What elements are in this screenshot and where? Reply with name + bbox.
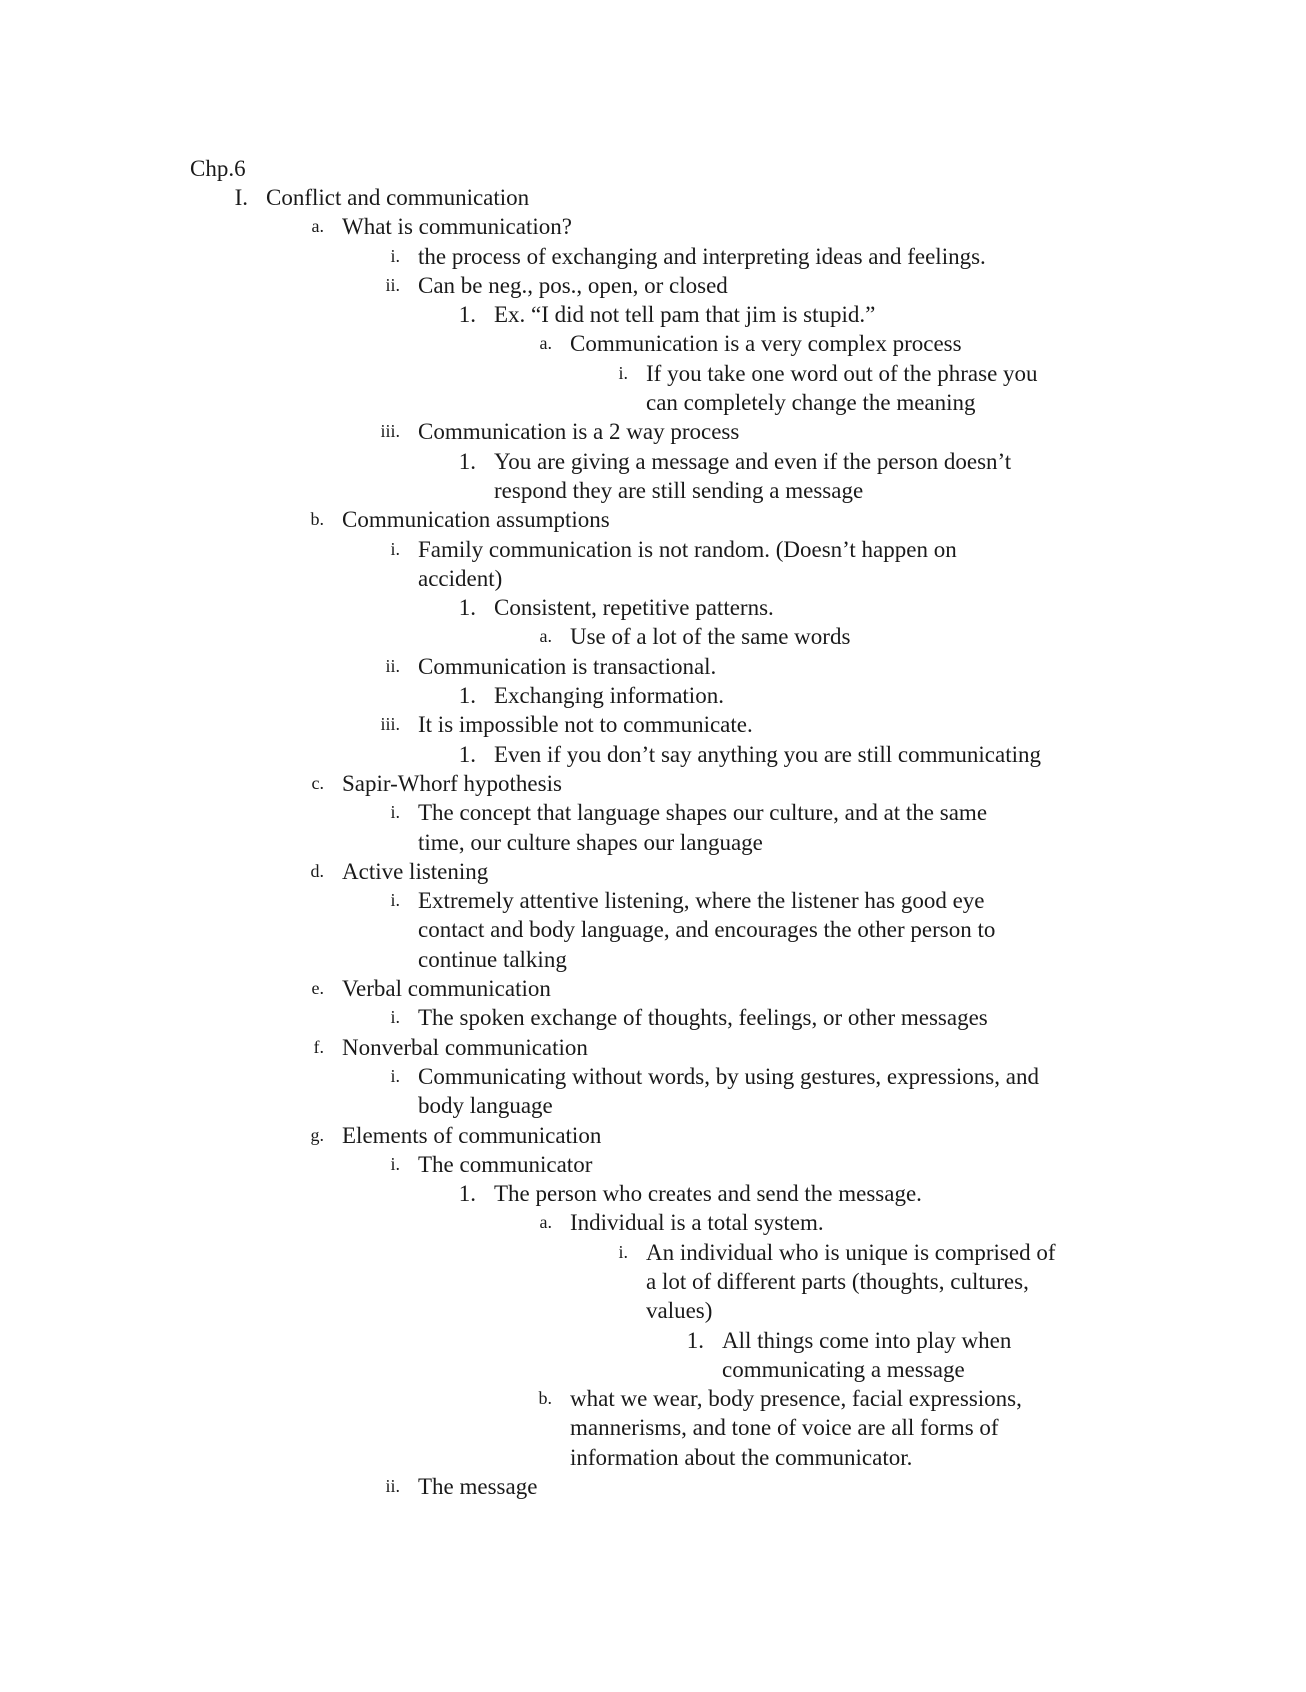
- outline-text-line: Communicating without words, by using gestures, expressions, and: [418, 1063, 1039, 1089]
- outline-item: [0, 1062, 1306, 1121]
- outline-text-line: Verbal communication: [342, 976, 551, 1002]
- outline-marker: I.: [234, 185, 248, 210]
- outline-text: [418, 1003, 988, 1032]
- outline-text-line: Active listening: [342, 858, 489, 884]
- outline-text-line: Use of a lot of the same words: [570, 624, 851, 650]
- outline-item: [0, 974, 1306, 1003]
- outline-text: [570, 329, 962, 358]
- outline-text-line: The message: [418, 1474, 538, 1500]
- outline-marker: i.: [390, 802, 400, 823]
- outline-text: [418, 1472, 537, 1501]
- outline-item: [0, 212, 1306, 241]
- outline-text: [342, 857, 488, 886]
- outline-item: [0, 1179, 1306, 1208]
- outline-text-line: Family communication is not random. (Doesn’t happen on: [418, 536, 957, 562]
- outline-text-line: You are giving a message and even if the person doesn’t: [494, 448, 1012, 474]
- outline-text-line: the process of exchanging and interpreting ideas and feelings.: [418, 243, 986, 269]
- outline-marker: a.: [539, 626, 552, 647]
- outline-text: [494, 447, 1011, 506]
- outline-marker: i.: [390, 245, 400, 266]
- outline-text-line: The spoken exchange of thoughts, feelings, or other messages: [418, 1005, 988, 1031]
- outline-text-line: values): [646, 1298, 713, 1324]
- outline-text-line: Communication is a very complex process: [570, 331, 962, 357]
- outline-marker: 1.: [458, 741, 476, 767]
- outline-item: [0, 329, 1306, 358]
- outline-text-line: Can be neg., pos., open, or closed: [418, 272, 728, 298]
- chapter-heading: Chp.6: [190, 156, 246, 181]
- outline-text: [494, 1179, 922, 1208]
- outline-text: [342, 212, 572, 241]
- outline-item: [0, 1238, 1306, 1326]
- outline-text: [418, 417, 739, 446]
- outline-text-line: mannerisms, and tone of voice are all forms of: [570, 1415, 999, 1441]
- outline-text: [570, 1384, 1022, 1472]
- outline-text: [494, 740, 1041, 769]
- outline-text: [418, 1150, 592, 1179]
- outline-marker: ii.: [385, 1476, 400, 1497]
- outline-marker: a.: [311, 216, 324, 237]
- outline-text: [418, 242, 986, 271]
- outline-marker: i.: [390, 1153, 400, 1174]
- outline-item: [0, 242, 1306, 271]
- outline-text: [342, 1033, 588, 1062]
- outline-item: [0, 710, 1306, 739]
- outline-text-line: Communication is transactional.: [418, 653, 717, 679]
- outline-marker: g.: [310, 1124, 324, 1145]
- outline-item: [0, 183, 1306, 212]
- outline-item: [0, 652, 1306, 681]
- outline-marker: a.: [539, 1212, 552, 1233]
- outline-text-line: It is impossible not to communicate.: [418, 712, 753, 738]
- outline-text-line: can completely change the meaning: [646, 390, 976, 416]
- outline-item: [0, 740, 1306, 769]
- outline-text: [418, 271, 728, 300]
- outline-text-line: communicating a message: [722, 1356, 965, 1382]
- outline-text: [494, 681, 724, 710]
- outline-item: [0, 1003, 1306, 1032]
- outline-item: [0, 535, 1306, 594]
- outline-marker: i.: [390, 1007, 400, 1028]
- outline-text: [494, 593, 774, 622]
- outline-text-line: information about the communicator.: [570, 1444, 913, 1470]
- outline-text-line: time, our culture shapes our language: [418, 829, 763, 855]
- outline-item: [0, 505, 1306, 534]
- outline-text-line: Conflict and communication: [266, 185, 530, 210]
- outline-item: [0, 1033, 1306, 1062]
- outline-item: [0, 886, 1306, 974]
- outline-item: [0, 300, 1306, 329]
- outline-text-line: contact and body language, and encourages the other person to: [418, 917, 996, 943]
- outline-text-line: Communication assumptions: [342, 507, 610, 533]
- outline-text-line: Elements of communication: [342, 1122, 602, 1148]
- outline-text-line: Even if you don’t say anything you are still communicating: [494, 741, 1042, 767]
- outline-text-line: The person who creates and send the message.: [494, 1181, 922, 1207]
- outline: [0, 183, 1306, 1501]
- outline-text-line: Communication is a 2 way process: [418, 419, 740, 445]
- outline-item: [0, 769, 1306, 798]
- outline-item: [0, 1121, 1306, 1150]
- outline-text-line: What is communication?: [342, 214, 572, 240]
- outline-text-line: The concept that language shapes our culture, and at the same: [418, 800, 988, 826]
- outline-marker: 1.: [458, 595, 476, 621]
- outline-marker: 1.: [458, 302, 476, 328]
- outline-text: [342, 769, 562, 798]
- outline-text: [342, 974, 551, 1003]
- outline-text-line: The communicator: [418, 1151, 593, 1177]
- outline-text-line: respond they are still sending a message: [494, 477, 864, 503]
- outline-text-line: Sapir-Whorf hypothesis: [342, 770, 562, 796]
- outline-marker: d.: [310, 860, 324, 881]
- outline-marker: b.: [310, 509, 324, 530]
- outline-marker: e.: [311, 978, 324, 999]
- outline-item: [0, 1472, 1306, 1501]
- outline-text: [722, 1326, 1011, 1385]
- outline-text-line: Ex. “I did not tell pam that jim is stupid.”: [494, 302, 876, 328]
- outline-text-line: An individual who is unique is comprised of: [646, 1239, 1056, 1265]
- outline-item: [0, 593, 1306, 622]
- outline-text: [646, 359, 1038, 418]
- outline-item: [0, 447, 1306, 506]
- outline-text: [418, 798, 987, 857]
- outline-item: [0, 857, 1306, 886]
- outline-text: [342, 505, 610, 534]
- outline-text: [570, 622, 850, 651]
- outline-text: [494, 300, 875, 329]
- outline-text-line: If you take one word out of the phrase you: [646, 360, 1038, 386]
- outline-text: [266, 183, 529, 212]
- outline-marker: ii.: [385, 274, 400, 295]
- outline-marker: ii.: [385, 655, 400, 676]
- outline-text: [418, 1062, 1039, 1121]
- outline-text-line: All things come into play when: [722, 1327, 1012, 1353]
- outline-item: [0, 798, 1306, 857]
- outline-marker: 1.: [686, 1327, 704, 1353]
- outline-text-line: Extremely attentive listening, where the listener has good eye: [418, 888, 985, 914]
- outline-item: [0, 417, 1306, 446]
- outline-marker: i.: [390, 890, 400, 911]
- outline-marker: i.: [618, 1241, 628, 1262]
- outline-text-line: Consistent, repetitive patterns.: [494, 595, 774, 621]
- outline-marker: c.: [311, 772, 324, 793]
- outline-item: [0, 681, 1306, 710]
- outline-marker: i.: [618, 362, 628, 383]
- outline-item: [0, 1384, 1306, 1472]
- outline-marker: a.: [539, 333, 552, 354]
- outline-text: [646, 1238, 1056, 1326]
- outline-text-line: what we wear, body presence, facial expressions,: [570, 1386, 1022, 1412]
- outline-marker: f.: [313, 1036, 324, 1057]
- outline-text-line: Individual is a total system.: [570, 1210, 824, 1236]
- outline-text: [570, 1208, 824, 1237]
- outline-marker: iii.: [380, 714, 400, 735]
- outline-marker: b.: [538, 1388, 552, 1409]
- outline-text-line: Exchanging information.: [494, 683, 724, 709]
- outline-text-line: continue talking: [418, 946, 567, 972]
- outline-item: [0, 1326, 1306, 1385]
- outline-text: [342, 1121, 601, 1150]
- outline-text: [418, 535, 957, 594]
- outline-text: [418, 886, 995, 974]
- outline-marker: i.: [390, 538, 400, 559]
- outline-item: [0, 359, 1306, 418]
- outline-item: [0, 622, 1306, 651]
- outline-marker: 1.: [458, 683, 476, 709]
- outline-text: [418, 710, 753, 739]
- outline-marker: 1.: [458, 1181, 476, 1207]
- outline-item: [0, 1208, 1306, 1237]
- outline-text-line: Nonverbal communication: [342, 1034, 588, 1060]
- outline-marker: i.: [390, 1065, 400, 1086]
- outline-item: [0, 271, 1306, 300]
- outline-text-line: body language: [418, 1093, 553, 1119]
- outline-marker: 1.: [458, 448, 476, 474]
- outline-text-line: a lot of different parts (thoughts, cultures,: [646, 1268, 1029, 1294]
- outline-text-line: accident): [418, 565, 503, 591]
- outline-item: [0, 1150, 1306, 1179]
- outline-text: [418, 652, 716, 681]
- outline-marker: iii.: [380, 421, 400, 442]
